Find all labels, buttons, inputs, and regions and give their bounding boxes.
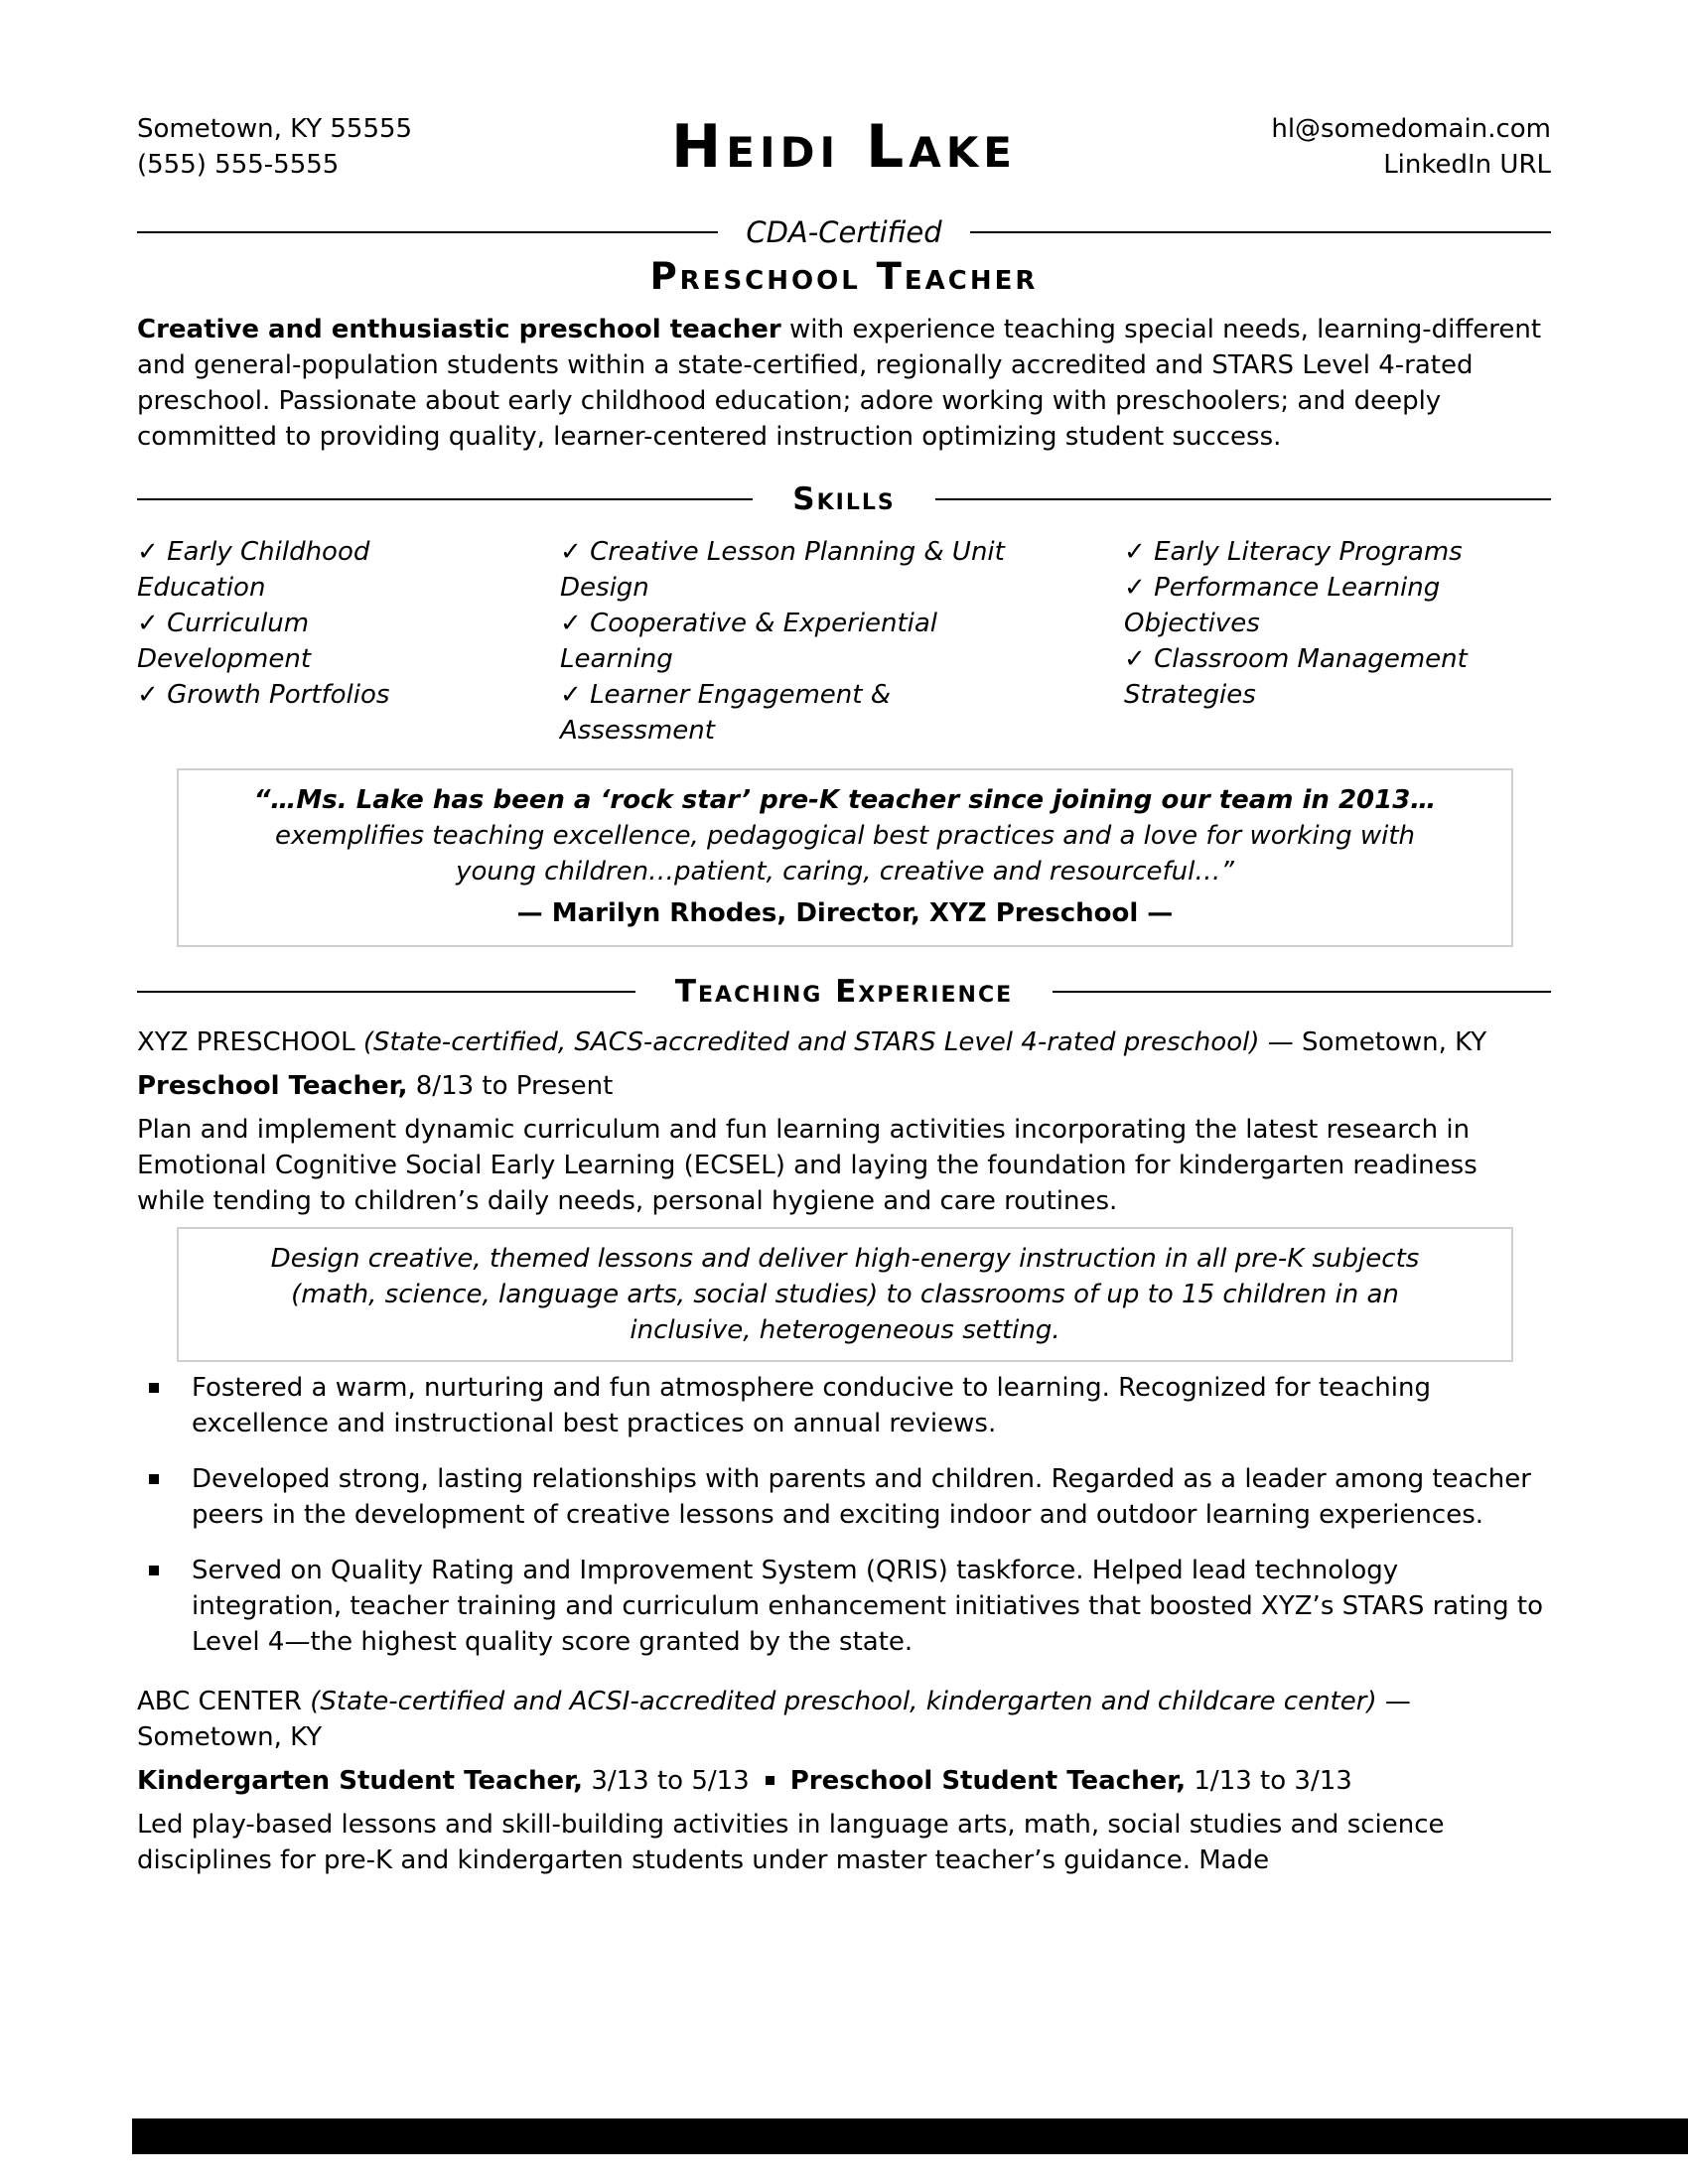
skill-label: Curriculum Development — [137, 609, 312, 674]
check-icon: ✓ — [137, 609, 159, 638]
skill-label: Performance Learning Objectives — [1124, 573, 1441, 638]
job-title-line — [137, 1763, 1551, 1799]
skill-label: Cooperative & Experiential Learning — [560, 609, 938, 674]
skills-heading: Skills — [792, 481, 896, 517]
rule-line — [970, 231, 1551, 233]
candidate-name: Heidi Lake — [671, 112, 1017, 182]
skill-item — [1124, 570, 1551, 641]
check-icon: ✓ — [560, 680, 582, 710]
testimonial-box — [177, 768, 1513, 947]
page-break-bar — [132, 2118, 1688, 2154]
skills-column-2 — [560, 534, 1047, 749]
rule-line — [137, 231, 718, 233]
org-location: — Sometown, KY — [1267, 1027, 1487, 1057]
job-title-line — [137, 1068, 1551, 1104]
list-item — [137, 1553, 1551, 1660]
contact-right — [1033, 111, 1551, 183]
org-name: ABC CENTER — [137, 1687, 302, 1716]
header — [137, 111, 1551, 183]
check-icon: ✓ — [1124, 644, 1146, 674]
email: hl@somedomain.com — [1271, 114, 1551, 144]
job-dates: 8/13 to Present — [415, 1071, 614, 1101]
phone: (555) 555-5555 — [137, 150, 340, 180]
org-detail: (State-certified and ACSI-accredited preschool, kindergarten and childcare center) — [310, 1687, 1377, 1716]
check-icon: ✓ — [560, 537, 582, 567]
job-description: Plan and implement dynamic curriculum and fun learning activities incorporating the latest research in Emotional Cognitive Social Early Learning (ECSEL) and laying the foundation for kindergarten readiness while tending to children’s daily needs, personal hygiene and care routines. — [137, 1115, 1477, 1216]
separator-square-icon — [766, 1776, 774, 1785]
testimonial-attribution: — Marilyn Rhodes, Director, XYZ Preschool — — [516, 898, 1174, 928]
bullet-text: Developed strong, lasting relationships with parents and children. Regarded as a leader among teacher peers in the development of creative lessons and exciting indoor and outdoor learning experiences. — [192, 1464, 1531, 1530]
check-icon: ✓ — [1124, 537, 1146, 567]
skill-label: Creative Lesson Planning & Unit Design — [560, 537, 1005, 603]
skills-list — [137, 534, 1551, 749]
skill-item — [560, 534, 1047, 606]
skill-label: Growth Portfolios — [167, 680, 390, 710]
testimonial-quote-lead: “…Ms. Lake has been a ‘rock star’ pre-K teacher since joining our team in 2013… — [253, 785, 1437, 815]
job-title: Preschool Teacher, — [137, 1071, 408, 1101]
job-title: Kindergarten Student Teacher, — [137, 1766, 584, 1796]
bullet-text: Served on Quality Rating and Improvement System (QRIS) taskforce. Helped lead technology integration, teacher training and curriculum enhancement initiatives that boosted XYZ’s STARS rating to Level 4—the highest quality score granted by the state. — [192, 1556, 1544, 1657]
org-name: XYZ PRESCHOOL — [137, 1027, 355, 1057]
list-item — [137, 1461, 1551, 1533]
skill-item — [137, 534, 483, 606]
job-entry-abc — [137, 1684, 1551, 1878]
bullet-text: Fostered a warm, nurturing and fun atmosphere conducive to learning. Recognized for teaching excellence and instructional best practices on annual reviews. — [192, 1373, 1431, 1438]
contact-left — [137, 111, 655, 183]
skill-item — [137, 677, 483, 713]
summary-lead: Creative and enthusiastic preschool teacher — [137, 315, 781, 344]
certification-label: CDA-Certified — [746, 215, 942, 249]
experience-section-header — [137, 971, 1551, 1013]
summary-body: with experience teaching special needs, learning-different and general-population students within a state-certified, regionally accredited and STARS Level 4-rated preschool. Passionate about early childhood education; adore working with preschoolers; and deeply committed to providing quality, learner-centered instruction optimizing student success. — [137, 315, 1542, 452]
bullet-square-icon — [149, 1383, 159, 1393]
skill-item — [1124, 641, 1551, 713]
org-line — [137, 1684, 1551, 1755]
page-title: Preschool Teacher — [649, 255, 1039, 298]
skill-label: Early Literacy Programs — [1154, 537, 1463, 567]
address: Sometown, KY 55555 — [137, 114, 413, 144]
experience-heading: Teaching Experience — [674, 974, 1014, 1010]
list-item — [137, 1370, 1551, 1441]
job-description: Led play-based lessons and skill-building activities in language arts, math, social studies and science disciplines for pre-K and kindergarten students under master teacher’s guidance. Made — [137, 1810, 1445, 1875]
skill-item — [560, 677, 1047, 749]
check-icon: ✓ — [560, 609, 582, 638]
bullet-square-icon — [149, 1566, 159, 1575]
org-detail: (State-certified, SACS-accredited and STARS Level 4-rated preschool) — [362, 1027, 1260, 1057]
job-dates: 3/13 to 5/13 — [591, 1766, 750, 1796]
skills-section-header — [137, 478, 1551, 520]
bullet-list — [137, 1370, 1551, 1660]
rule-line — [935, 498, 1551, 500]
rule-line — [137, 498, 753, 500]
skill-item — [1124, 534, 1551, 570]
rule-line — [1053, 991, 1551, 993]
linkedin-url: LinkedIn URL — [1383, 150, 1551, 180]
highlight-box: Design creative, themed lessons and deliver high-energy instruction in all pre-K subjects (math, science, language arts, social studies) to classrooms of up to 15 children in an inclusive, heterogeneous setting. — [177, 1227, 1513, 1362]
bullet-square-icon — [149, 1474, 159, 1484]
org-location: — Sometown, KY — [137, 1687, 1411, 1752]
summary-paragraph — [137, 312, 1551, 455]
skills-column-3 — [1124, 534, 1551, 749]
job-entry-xyz — [137, 1024, 1551, 1660]
skill-item — [137, 606, 483, 677]
skill-item — [560, 606, 1047, 677]
skill-label: Classroom Management Strategies — [1124, 644, 1468, 710]
skill-label: Learner Engagement & Assessment — [560, 680, 891, 746]
skill-label: Early Childhood Education — [137, 537, 370, 603]
org-line — [137, 1024, 1551, 1060]
certification-rule — [137, 212, 1551, 252]
skills-column-1 — [137, 534, 483, 749]
testimonial-quote-body: exemplifies teaching excellence, pedagogical best practices and a love for working with young children…patient, caring, creative and resourceful…” — [275, 821, 1415, 887]
rule-line — [137, 991, 635, 993]
check-icon: ✓ — [137, 680, 159, 710]
job-dates: 1/13 to 3/13 — [1194, 1766, 1352, 1796]
check-icon: ✓ — [1124, 573, 1146, 603]
check-icon: ✓ — [137, 537, 159, 567]
job-title: Preschool Student Teacher, — [789, 1766, 1187, 1796]
